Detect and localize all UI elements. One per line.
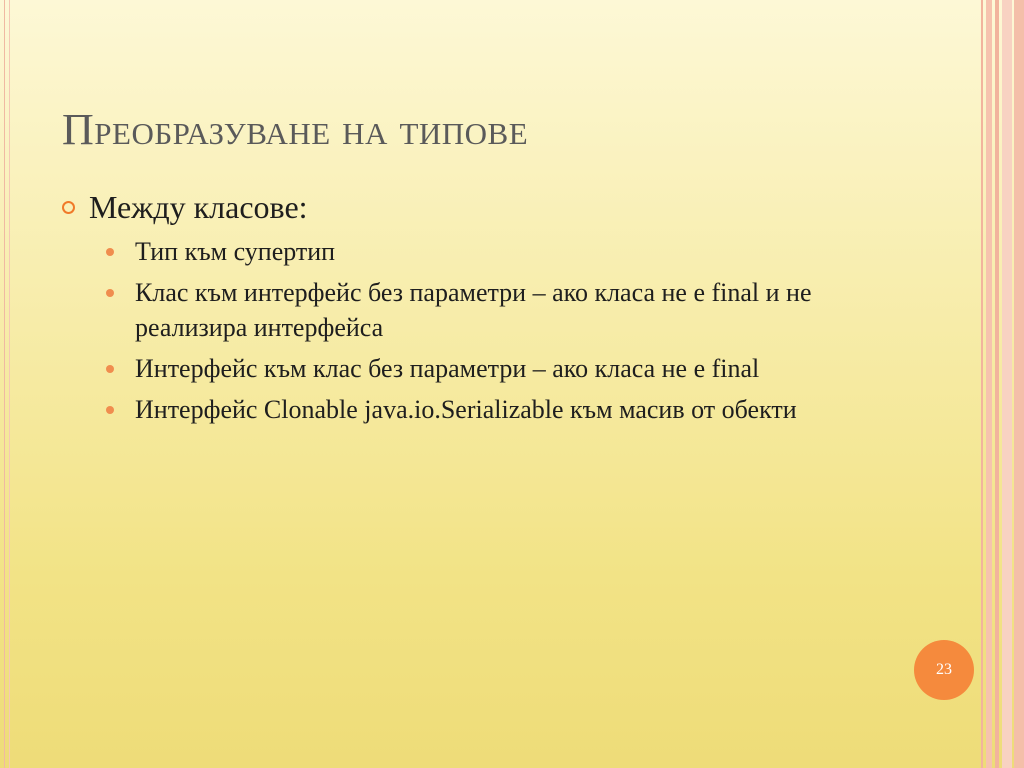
main-bullet: [62, 188, 882, 226]
slide-content: [62, 188, 882, 433]
sub-bullet-text: Интерфейс Clonable java.io.Serializable към масив от обекти: [135, 395, 797, 424]
right-decorative-stripe: [995, 0, 999, 768]
sub-bullet-text: Тип към супертип: [135, 237, 336, 266]
right-decorative-stripe: [1002, 0, 1012, 768]
sub-bullet: [106, 351, 882, 386]
slide-title: Преобразуване на типове: [62, 105, 529, 154]
main-bullet-text: Между класове:: [89, 189, 308, 225]
sub-bullet-text: Клас към интерфейс без параметри – ако класа не е final и не реализира интерфейса: [135, 278, 812, 342]
dot-bullet-icon: [106, 248, 114, 256]
right-decorative-stripe: [1014, 0, 1024, 768]
dot-bullet-icon: [106, 289, 114, 297]
sub-bullet: [106, 234, 882, 269]
left-border-line: [4, 0, 5, 768]
left-border-line: [9, 0, 10, 768]
right-decorative-stripe: [981, 0, 983, 768]
sub-bullet: [106, 392, 882, 427]
dot-bullet-icon: [106, 406, 114, 414]
sub-bullet: [106, 275, 882, 345]
dot-bullet-icon: [106, 365, 114, 373]
page-number-badge: 23: [914, 640, 974, 700]
right-decorative-stripe: [986, 0, 992, 768]
ring-bullet-icon: [62, 201, 75, 214]
sub-bullet-text: Интерфейс към клас без параметри – ако класа не е final: [135, 354, 760, 383]
sub-bullet-list: [62, 234, 882, 427]
